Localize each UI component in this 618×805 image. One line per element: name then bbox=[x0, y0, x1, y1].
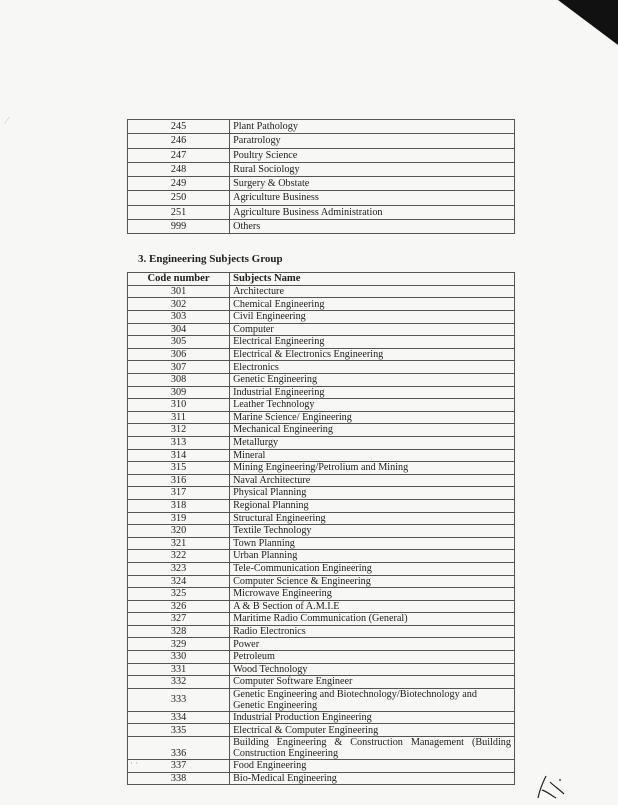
table-row bbox=[128, 600, 515, 613]
table-row bbox=[128, 191, 515, 205]
code-cell: 315 bbox=[128, 462, 230, 475]
scanned-page-corner bbox=[528, 0, 618, 45]
code-cell: 249 bbox=[128, 177, 230, 191]
table-row bbox=[128, 613, 515, 626]
table-row bbox=[128, 525, 515, 538]
agriculture-subjects-table-continued bbox=[127, 119, 515, 234]
table-row bbox=[128, 760, 515, 773]
code-cell: 330 bbox=[128, 651, 230, 664]
code-cell: 318 bbox=[128, 499, 230, 512]
code-cell: 322 bbox=[128, 550, 230, 563]
code-cell: 331 bbox=[128, 663, 230, 676]
table-row bbox=[128, 487, 515, 500]
code-cell: 324 bbox=[128, 575, 230, 588]
subject-name-cell: Radio Electronics bbox=[230, 625, 515, 638]
code-cell: 326 bbox=[128, 600, 230, 613]
code-cell: 312 bbox=[128, 424, 230, 437]
table-row bbox=[128, 361, 515, 374]
subject-name-cell: Industrial Production Engineering bbox=[230, 711, 515, 724]
code-cell: 317 bbox=[128, 487, 230, 500]
table-row bbox=[128, 676, 515, 689]
subject-name-cell: Structural Engineering bbox=[230, 512, 515, 525]
table-row bbox=[128, 436, 515, 449]
code-cell: 309 bbox=[128, 386, 230, 399]
subject-name-cell: Tele-Communication Engineering bbox=[230, 562, 515, 575]
subject-name-cell: Mineral bbox=[230, 449, 515, 462]
subject-name-cell: Computer Science & Engineering bbox=[230, 575, 515, 588]
subject-name-cell: Electrical & Computer Engineering bbox=[230, 724, 515, 737]
subject-name-cell: A & B Section of A.M.I.E bbox=[230, 600, 515, 613]
table-row bbox=[128, 311, 515, 324]
code-cell: 327 bbox=[128, 613, 230, 626]
subject-name-cell: Electrical & Electronics Engineering bbox=[230, 348, 515, 361]
table-row bbox=[128, 162, 515, 176]
code-cell: 325 bbox=[128, 588, 230, 601]
code-cell: 251 bbox=[128, 205, 230, 219]
code-cell: 336 bbox=[128, 737, 230, 760]
subject-name-cell: Textile Technology bbox=[230, 525, 515, 538]
subject-name-cell: Surgery & Obstate bbox=[230, 177, 515, 191]
subject-name-cell: Poultry Science bbox=[230, 148, 515, 162]
code-cell: 307 bbox=[128, 361, 230, 374]
code-cell: 335 bbox=[128, 724, 230, 737]
table-row bbox=[128, 220, 515, 234]
subject-name-cell: Genetic Engineering and Biotechnology/Biotechnology and Genetic Engineering bbox=[230, 688, 515, 711]
table-row bbox=[128, 411, 515, 424]
table-row bbox=[128, 177, 515, 191]
code-cell: 304 bbox=[128, 323, 230, 336]
code-cell: 306 bbox=[128, 348, 230, 361]
table-row bbox=[128, 550, 515, 563]
subject-name-cell: Regional Planning bbox=[230, 499, 515, 512]
code-cell: 310 bbox=[128, 399, 230, 412]
table-row bbox=[128, 663, 515, 676]
code-cell: 313 bbox=[128, 436, 230, 449]
subject-name-cell: Computer bbox=[230, 323, 515, 336]
table-row bbox=[128, 537, 515, 550]
table-row bbox=[128, 134, 515, 148]
subject-name-cell: Power bbox=[230, 638, 515, 651]
code-cell: 328 bbox=[128, 625, 230, 638]
code-cell: 302 bbox=[128, 298, 230, 311]
table-row bbox=[128, 386, 515, 399]
subject-name-cell: Petroleum bbox=[230, 651, 515, 664]
code-cell: 321 bbox=[128, 537, 230, 550]
subject-name-cell: Computer Software Engineer bbox=[230, 676, 515, 689]
table-row bbox=[128, 588, 515, 601]
subject-name-cell: Microwave Engineering bbox=[230, 588, 515, 601]
table-row bbox=[128, 323, 515, 336]
code-cell: 301 bbox=[128, 285, 230, 298]
subject-name-cell: Agriculture Business bbox=[230, 191, 515, 205]
table-row bbox=[128, 737, 515, 760]
table-row bbox=[128, 205, 515, 219]
table-row bbox=[128, 285, 515, 298]
table-row bbox=[128, 638, 515, 651]
table-row bbox=[128, 120, 515, 134]
subject-name-cell: Mining Engineering/Petrolium and Mining bbox=[230, 462, 515, 475]
subject-name-cell: Electronics bbox=[230, 361, 515, 374]
code-cell: 319 bbox=[128, 512, 230, 525]
subject-name-cell: Industrial Engineering bbox=[230, 386, 515, 399]
table-row bbox=[128, 449, 515, 462]
subject-name-cell: Building Engineering & Construction Management (Building Construction Engineering bbox=[230, 737, 515, 760]
subject-name-cell: Wood Technology bbox=[230, 663, 515, 676]
table-row bbox=[128, 462, 515, 475]
column-header-name: Subjects Name bbox=[230, 273, 515, 286]
subject-name-cell: Plant Pathology bbox=[230, 120, 515, 134]
table-row bbox=[128, 348, 515, 361]
table-row bbox=[128, 562, 515, 575]
subject-name-cell: Leather Technology bbox=[230, 399, 515, 412]
table-row bbox=[128, 575, 515, 588]
column-header-code: Code number bbox=[128, 273, 230, 286]
subject-name-cell: Food Engineering bbox=[230, 760, 515, 773]
table-row bbox=[128, 651, 515, 664]
table-row bbox=[128, 336, 515, 349]
subject-name-cell: Electrical Engineering bbox=[230, 336, 515, 349]
table-header-row bbox=[128, 273, 515, 286]
subject-name-cell: Naval Architecture bbox=[230, 474, 515, 487]
code-cell: 247 bbox=[128, 148, 230, 162]
code-cell: 323 bbox=[128, 562, 230, 575]
subject-name-cell: Chemical Engineering bbox=[230, 298, 515, 311]
code-cell: 245 bbox=[128, 120, 230, 134]
subject-name-cell: Architecture bbox=[230, 285, 515, 298]
table-row bbox=[128, 625, 515, 638]
table-row bbox=[128, 298, 515, 311]
code-cell: 333 bbox=[128, 688, 230, 711]
table-row bbox=[128, 688, 515, 711]
code-cell: 305 bbox=[128, 336, 230, 349]
table-row bbox=[128, 711, 515, 724]
code-cell: 337 bbox=[128, 760, 230, 773]
subject-name-cell: Mechanical Engineering bbox=[230, 424, 515, 437]
subject-name-cell: Rural Sociology bbox=[230, 162, 515, 176]
subject-name-cell: Others bbox=[230, 220, 515, 234]
code-cell: 308 bbox=[128, 374, 230, 387]
code-cell: 311 bbox=[128, 411, 230, 424]
code-cell: 250 bbox=[128, 191, 230, 205]
code-cell: 246 bbox=[128, 134, 230, 148]
subject-name-cell: Town Planning bbox=[230, 537, 515, 550]
scan-margin-mark: ⁄ bbox=[6, 116, 8, 127]
subject-name-cell: Physical Planning bbox=[230, 487, 515, 500]
code-cell: 314 bbox=[128, 449, 230, 462]
table-row bbox=[128, 512, 515, 525]
code-cell: 338 bbox=[128, 772, 230, 785]
subject-name-cell: Urban Planning bbox=[230, 550, 515, 563]
subject-name-cell: Marine Science/ Engineering bbox=[230, 411, 515, 424]
table-row bbox=[128, 474, 515, 487]
table-row bbox=[128, 499, 515, 512]
table-row bbox=[128, 399, 515, 412]
subject-name-cell: Bio-Medical Engineering bbox=[230, 772, 515, 785]
section-heading: 3. Engineering Subjects Group bbox=[138, 253, 283, 265]
code-cell: 248 bbox=[128, 162, 230, 176]
subject-name-cell: Paratrology bbox=[230, 134, 515, 148]
code-cell: 332 bbox=[128, 676, 230, 689]
code-cell: 329 bbox=[128, 638, 230, 651]
table-row bbox=[128, 772, 515, 785]
code-cell: 999 bbox=[128, 220, 230, 234]
subject-name-cell: Genetic Engineering bbox=[230, 374, 515, 387]
table-row bbox=[128, 424, 515, 437]
table-row bbox=[128, 374, 515, 387]
subject-name-cell: Maritime Radio Communication (General) bbox=[230, 613, 515, 626]
subject-name-cell: Civil Engineering bbox=[230, 311, 515, 324]
subject-name-cell: Metallurgy bbox=[230, 436, 515, 449]
code-cell: 320 bbox=[128, 525, 230, 538]
code-cell: 316 bbox=[128, 474, 230, 487]
engineering-subjects-table bbox=[127, 272, 515, 785]
code-cell: 334 bbox=[128, 711, 230, 724]
subject-name-cell: Agriculture Business Administration bbox=[230, 205, 515, 219]
table-row bbox=[128, 724, 515, 737]
table-row bbox=[128, 148, 515, 162]
code-cell: 303 bbox=[128, 311, 230, 324]
scan-speck: · · bbox=[130, 758, 139, 768]
